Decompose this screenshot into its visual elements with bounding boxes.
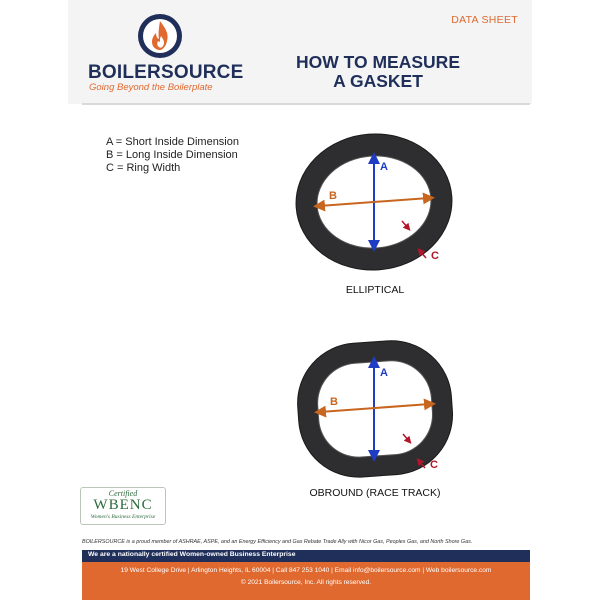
label-c: C xyxy=(431,250,439,262)
dimension-legend xyxy=(106,136,239,175)
flame-logo-icon xyxy=(136,12,184,60)
wbenc-certified-text: Certified xyxy=(108,489,138,498)
label-a: A xyxy=(380,161,388,173)
data-sheet-label: DATA SHEET xyxy=(451,14,518,26)
label-a: A xyxy=(380,367,388,379)
legend-item-b: B = Long Inside Dimension xyxy=(106,149,238,161)
legend-item-c: C = Ring Width xyxy=(106,162,181,174)
wbenc-subtitle: Women's Business Enterprise xyxy=(90,514,156,520)
header xyxy=(68,0,532,104)
contact-address: 19 West College Drive | Arlington Heights, IL 60004 | Call 847 253 1040 | Email info@boilersource.com | Web boilersource.com xyxy=(120,567,492,574)
brand-name: BOILERSOURCE xyxy=(88,62,244,83)
membership-note: BOILERSOURCE is a proud member of ASHRAE, ASPE, and an Energy Efficiency and Gas Rebate Trade Ally with Nicor Gas, Peoples Gas, and North Shore Gas. xyxy=(82,539,473,545)
label-c: C xyxy=(430,459,438,471)
contact-footer xyxy=(82,562,530,600)
header-divider xyxy=(82,103,530,105)
brand-tagline: Going Beyond the Boilerplate xyxy=(89,82,213,93)
legend-item-a: A = Short Inside Dimension xyxy=(106,136,239,148)
elliptical-gasket-diagram xyxy=(290,128,460,278)
wbenc-seal-icon xyxy=(80,487,166,525)
copyright: © 2021 Boilersource, Inc. All rights reserved. xyxy=(240,579,372,586)
title-line-2: A GASKET xyxy=(333,71,423,91)
title-line-1: HOW TO MEASURE xyxy=(296,52,460,72)
elliptical-caption: ELLIPTICAL xyxy=(345,284,405,296)
wbenc-logo-text: WBENC xyxy=(93,497,153,513)
certification-text: We are a nationally certified Women-owned Business Enterprise xyxy=(88,551,296,558)
obround-caption: OBROUND (RACE TRACK) xyxy=(309,487,441,499)
certification-band xyxy=(82,550,530,562)
data-sheet-page xyxy=(68,0,532,600)
obround-gasket-diagram xyxy=(290,336,460,486)
label-b: B xyxy=(330,396,338,408)
label-b: B xyxy=(329,190,337,202)
page-title xyxy=(273,53,483,91)
